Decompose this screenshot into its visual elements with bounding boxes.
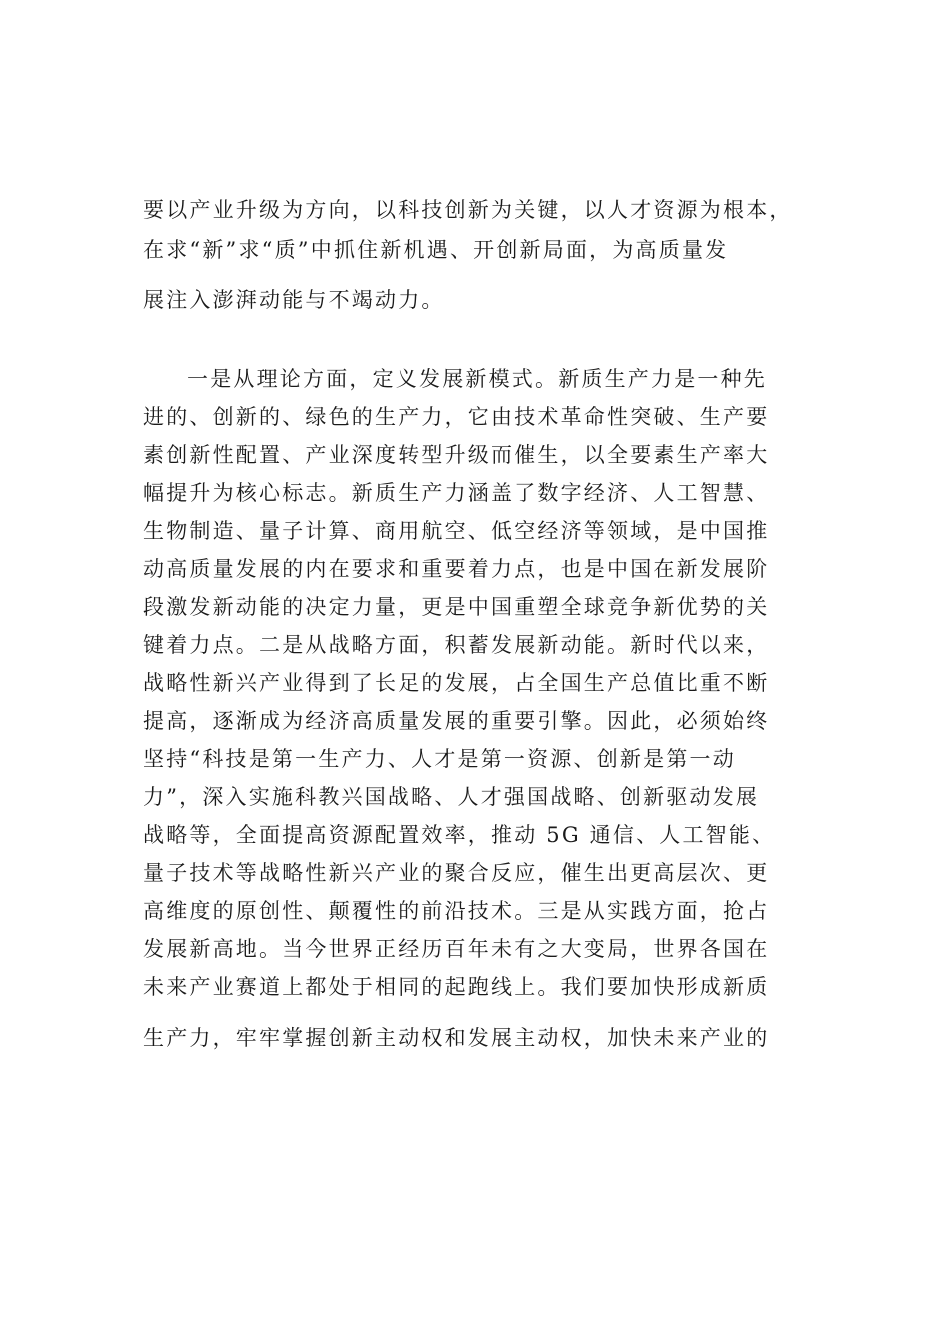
text-line: 动高质量发展的内在要求和重要着力点，也是中国在新发展阶	[143, 557, 770, 581]
text-line: 高维度的原创性、颠覆性的前沿技术。三是从实践方面，抢占	[143, 899, 770, 923]
text-line: 力”，深入实施科教兴国战略、人才强国战略、创新驱动发展	[143, 785, 760, 809]
text-line: 提高，逐渐成为经济高质量发展的重要引擎。因此，必须始终	[143, 709, 770, 733]
text-line: 在求“新”求“质”中抓住新机遇、开创新局面，为高质量发	[143, 238, 729, 262]
text-line: 进的、创新的、绿色的生产力，它由技术革命性突破、生产要	[143, 405, 770, 429]
text-line: 未来产业赛道上都处于相同的起跑线上。我们要加快形成新质	[143, 975, 770, 999]
text-line: 量子技术等战略性新兴产业的聚合反应，催生出更高层次、更	[143, 861, 770, 885]
text-line: 战略等，全面提高资源配置效率，推动 5G 通信、人工智能、	[143, 823, 776, 847]
text-line: 要以产业升级为方向，以科技创新为关键，以人才资源为根本，	[143, 198, 793, 222]
text-line: 战略性新兴产业得到了长足的发展，占全国生产总值比重不断	[143, 671, 770, 695]
paragraph-first-line: 一是从理论方面，定义发展新模式。新质生产力是一种先	[187, 367, 767, 391]
text-line: 键着力点。二是从战略方面，积蓄发展新动能。新时代以来，	[143, 633, 770, 657]
text-line: 展注入澎湃动能与不竭动力。	[143, 288, 445, 312]
text-line: 生物制造、量子计算、商用航空、低空经济等领域，是中国推	[143, 519, 770, 543]
text-line: 段激发新动能的决定力量，更是中国重塑全球竞争新优势的关	[143, 595, 770, 619]
text-line: 生产力，牢牢掌握创新主动权和发展主动权，加快未来产业的	[143, 1026, 770, 1050]
text-line: 坚持“科技是第一生产力、人才是第一资源、创新是第一动	[143, 747, 736, 771]
text-line: 素创新性配置、产业深度转型升级而催生，以全要素生产率大	[143, 443, 770, 467]
text-line: 幅提升为核心标志。新质生产力涵盖了数字经济、人工智慧、	[143, 481, 770, 505]
text-line: 发展新高地。当今世界正经历百年未有之大变局，世界各国在	[143, 937, 770, 961]
